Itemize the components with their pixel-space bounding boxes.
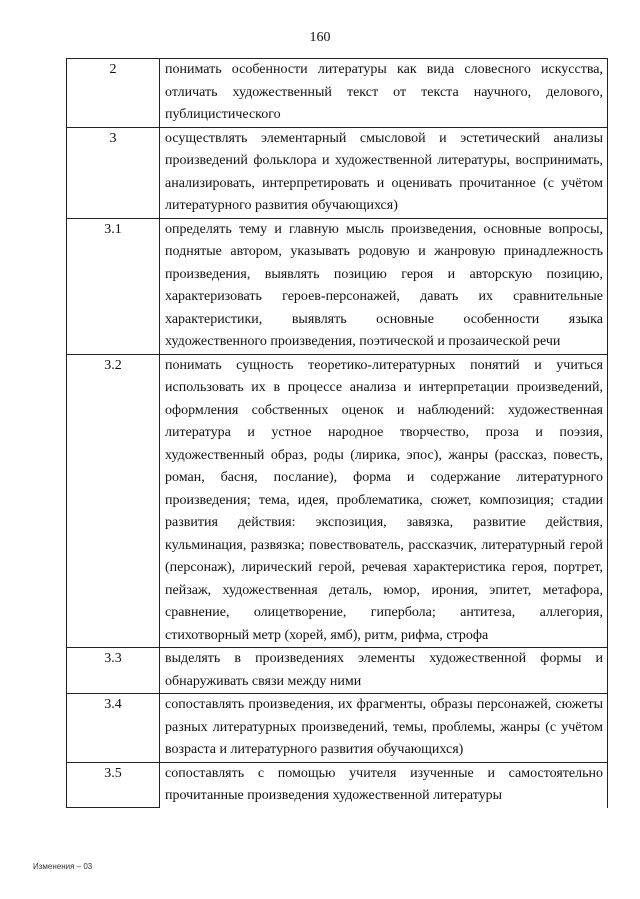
table-row: [67, 127, 608, 218]
table-row: [67, 59, 608, 128]
row-text: осуществлять элементарный смысловой и эстетический анализы произведений фольклора и художественной литературы, воспринимать, анализировать, интерпретировать и оценивать прочитанное (с учётом литературного развития обучающихся): [160, 127, 608, 218]
footer-revision: Изменения – 03: [33, 862, 93, 871]
row-text: выделять в произведениях элементы художественной формы и обнаруживать связи между ними: [160, 648, 608, 694]
row-text: сопоставлять с помощью учителя изученные и самостоятельно прочитанные произведения художественной литературы: [160, 762, 608, 808]
row-text: понимать особенности литературы как вида словесного искусства, отличать художественный текст от текста научного, делового, публицистического: [160, 59, 608, 128]
row-text: сопоставлять произведения, их фрагменты, образы персонажей, сюжеты разных литературных произведений, темы, проблемы, жанры (с учётом возраста и литературного развития обучающихся): [160, 694, 608, 763]
row-number: 3.4: [67, 694, 160, 763]
row-text: определять тему и главную мысль произведения, основные вопросы, поднятые автором, указывать родовую и жанровую принадлежность произведения, выявлять позицию героя и авторскую позицию, характеризовать героев-персонажей, давать их сравнительные характеристики, выявлять основные особенности языка художественного произведения, поэтической и прозаической речи: [160, 218, 608, 354]
requirements-table: [66, 58, 608, 808]
table-row: [67, 694, 608, 763]
page-number: 160: [309, 30, 331, 45]
table-row: [67, 648, 608, 694]
row-number: 3.5: [67, 762, 160, 808]
row-number: 3.3: [67, 648, 160, 694]
table-row: [67, 354, 608, 648]
row-number: 3.2: [67, 354, 160, 648]
row-number: 2: [67, 59, 160, 128]
row-number: 3: [67, 127, 160, 218]
table-row: [67, 218, 608, 354]
row-number: 3.1: [67, 218, 160, 354]
row-text: понимать сущность теоретико-литературных понятий и учиться использовать их в процессе анализа и интерпретации произведений, оформления собственных оценок и наблюдений: художественная литература и устное народное творчество, проза и поэзия, художественный образ, роды (лирика, эпос), жанры (рассказ, повесть, роман, басня, послание), форма и содержание литературного произведения; тема, идея, проблематика, сюжет, композиция; стадии развития действия: экспозиция, завязка, развитие действия, кульминация, развязка; повествователь, рассказчик, литературный герой (персонаж), лирический герой, речевая характеристика героя, портрет, пейзаж, художественная деталь, юмор, ирония, эпитет, метафора, сравнение, олицетворение, гипербола; антитеза, аллегория, стихотворный метр (хорей, ямб), ритм, рифма, строфа: [160, 354, 608, 648]
table-row: [67, 762, 608, 808]
